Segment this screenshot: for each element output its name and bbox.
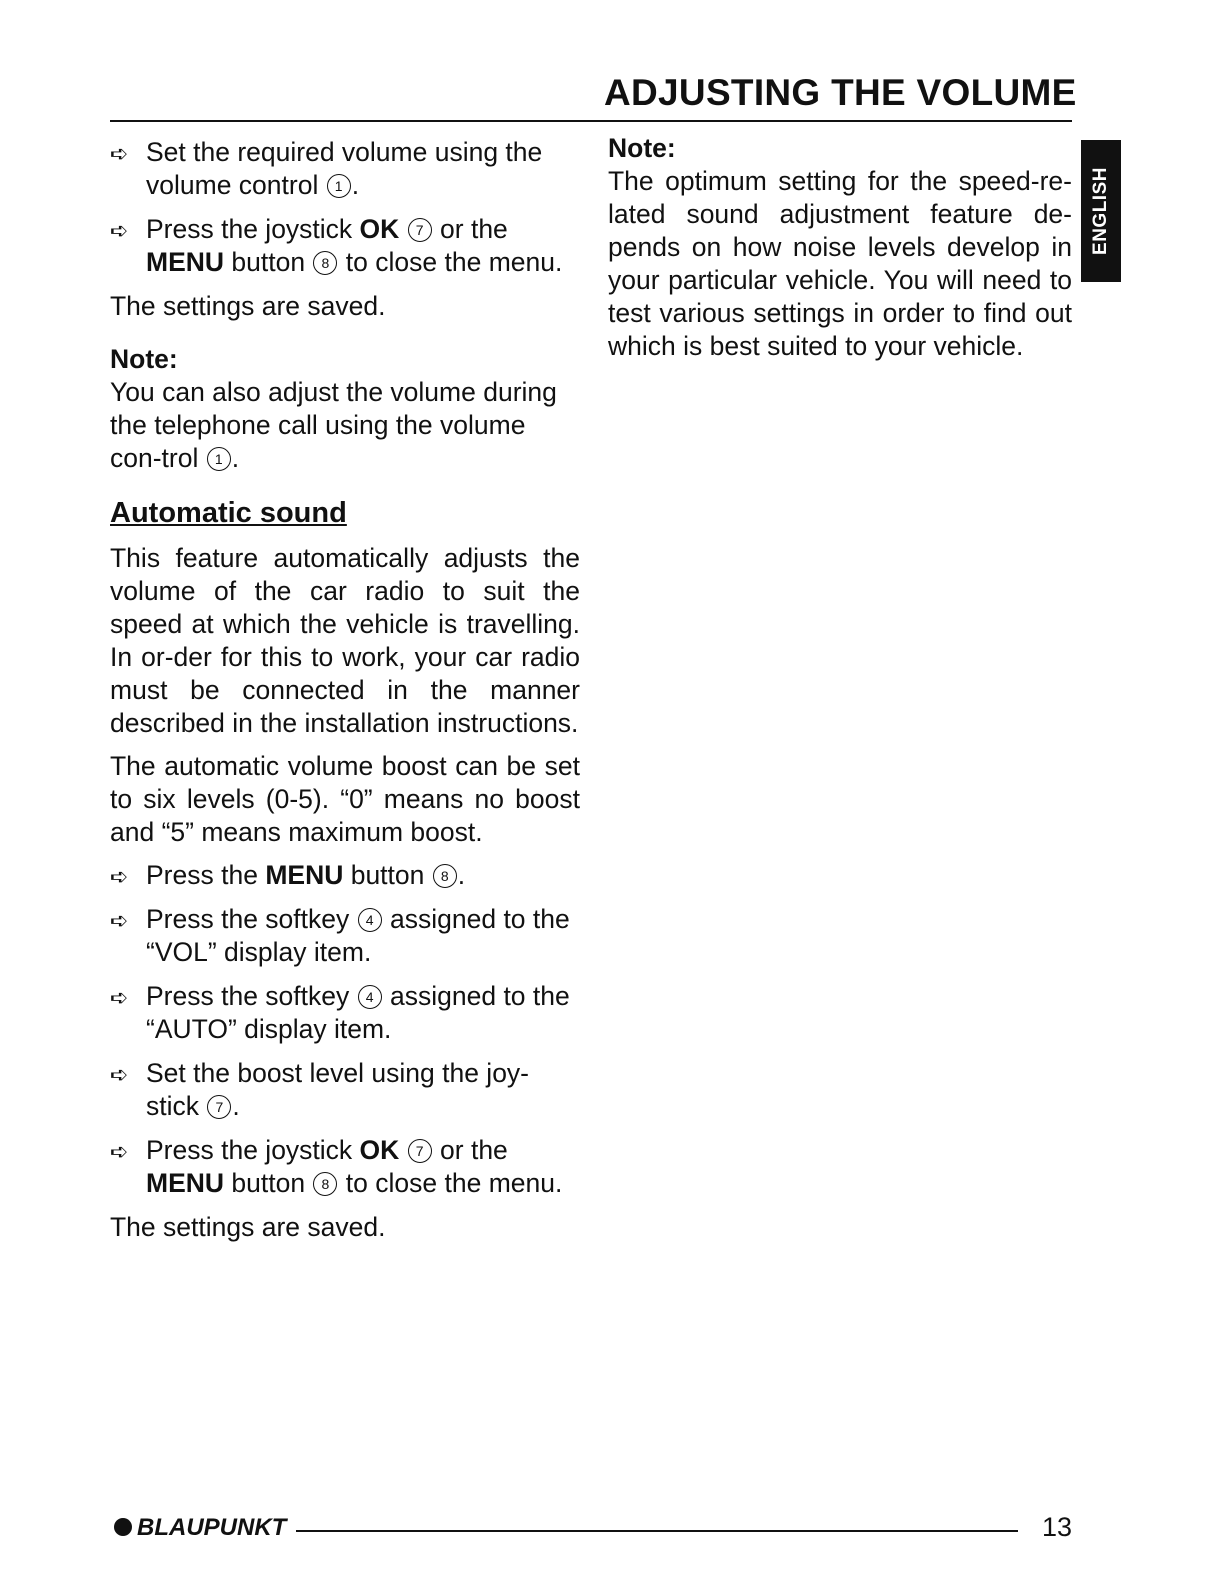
status-text: The settings are saved. bbox=[110, 291, 386, 321]
paragraph: The automatic volume boost can be set to six levels (0-5). “0” means no boost and “5” means maximum boost. bbox=[110, 751, 580, 847]
instruction-step: ➪ Press the softkey 4 assigned to the “VOL” display item. bbox=[110, 904, 570, 967]
left-column bbox=[110, 136, 580, 1254]
arrow-right-icon: ➪ bbox=[110, 218, 129, 243]
note-heading: Note: bbox=[110, 344, 178, 374]
arrow-right-icon: ➪ bbox=[110, 141, 129, 166]
status-text: The settings are saved. bbox=[110, 1212, 386, 1242]
arrow-right-icon: ➪ bbox=[110, 1062, 129, 1087]
language-tab bbox=[1081, 140, 1121, 282]
control-number-badge: 1 bbox=[327, 174, 351, 198]
arrow-right-icon: ➪ bbox=[110, 864, 129, 889]
paragraph: This feature automatically adjusts the volume of the car radio to suit the speed at which the vehicle is travelling. In or-der for this to work, your car radio must be connected in the manner described in the installation instructions. bbox=[110, 543, 580, 738]
instruction-step: ➪ Press the softkey 4 assigned to the “AUTO” display item. bbox=[110, 981, 570, 1044]
logo-dot-icon bbox=[114, 1518, 132, 1536]
instruction-step: ➪ Set the boost level using the joy-stick 7 . bbox=[110, 1058, 530, 1121]
footer-divider bbox=[296, 1530, 1018, 1532]
control-number-badge: 7 bbox=[408, 218, 432, 242]
control-number-badge: 4 bbox=[358, 985, 382, 1009]
control-number-badge: 8 bbox=[433, 864, 457, 888]
instruction-step: ➪ Set the required volume using the volume control 1 . bbox=[110, 137, 543, 200]
control-number-badge: 4 bbox=[358, 908, 382, 932]
instruction-step: ➪ Press the joystick OK 7 or the MENU button 8 to close the menu. bbox=[110, 1135, 563, 1198]
arrow-right-icon: ➪ bbox=[110, 1139, 129, 1164]
right-column bbox=[608, 132, 1072, 363]
note-text: You can also adjust the volume during the telephone call using the volume con-trol 1 . bbox=[110, 377, 557, 473]
instruction-step: ➪ Press the MENU button 8 . bbox=[110, 859, 580, 892]
header-divider bbox=[110, 120, 1072, 122]
arrow-right-icon: ➪ bbox=[110, 985, 129, 1010]
instruction-step: ➪ Press the joystick OK 7 or the MENU button 8 to close the menu. bbox=[110, 214, 563, 277]
control-number-badge: 8 bbox=[313, 251, 337, 275]
page-title: ADJUSTING THE VOLUME bbox=[604, 72, 1077, 113]
section-heading: Automatic sound bbox=[110, 497, 347, 529]
control-number-badge: 7 bbox=[207, 1095, 231, 1119]
arrow-right-icon: ➪ bbox=[110, 908, 129, 933]
page-number: 13 bbox=[1042, 1512, 1073, 1542]
note-text: The optimum setting for the speed-re-lated sound adjustment feature de-pends on how noise levels develop in your particular vehicle. You will need to test various settings in order to find out which is best suited to your vehicle. bbox=[608, 166, 1072, 361]
control-number-badge: 1 bbox=[207, 447, 231, 471]
control-number-badge: 7 bbox=[408, 1139, 432, 1163]
language-tab-label: ENGLISH bbox=[1090, 167, 1111, 255]
brand-logo: BLAUPUNKT bbox=[114, 1514, 286, 1542]
note-heading: Note: bbox=[608, 133, 676, 163]
control-number-badge: 8 bbox=[313, 1172, 337, 1196]
